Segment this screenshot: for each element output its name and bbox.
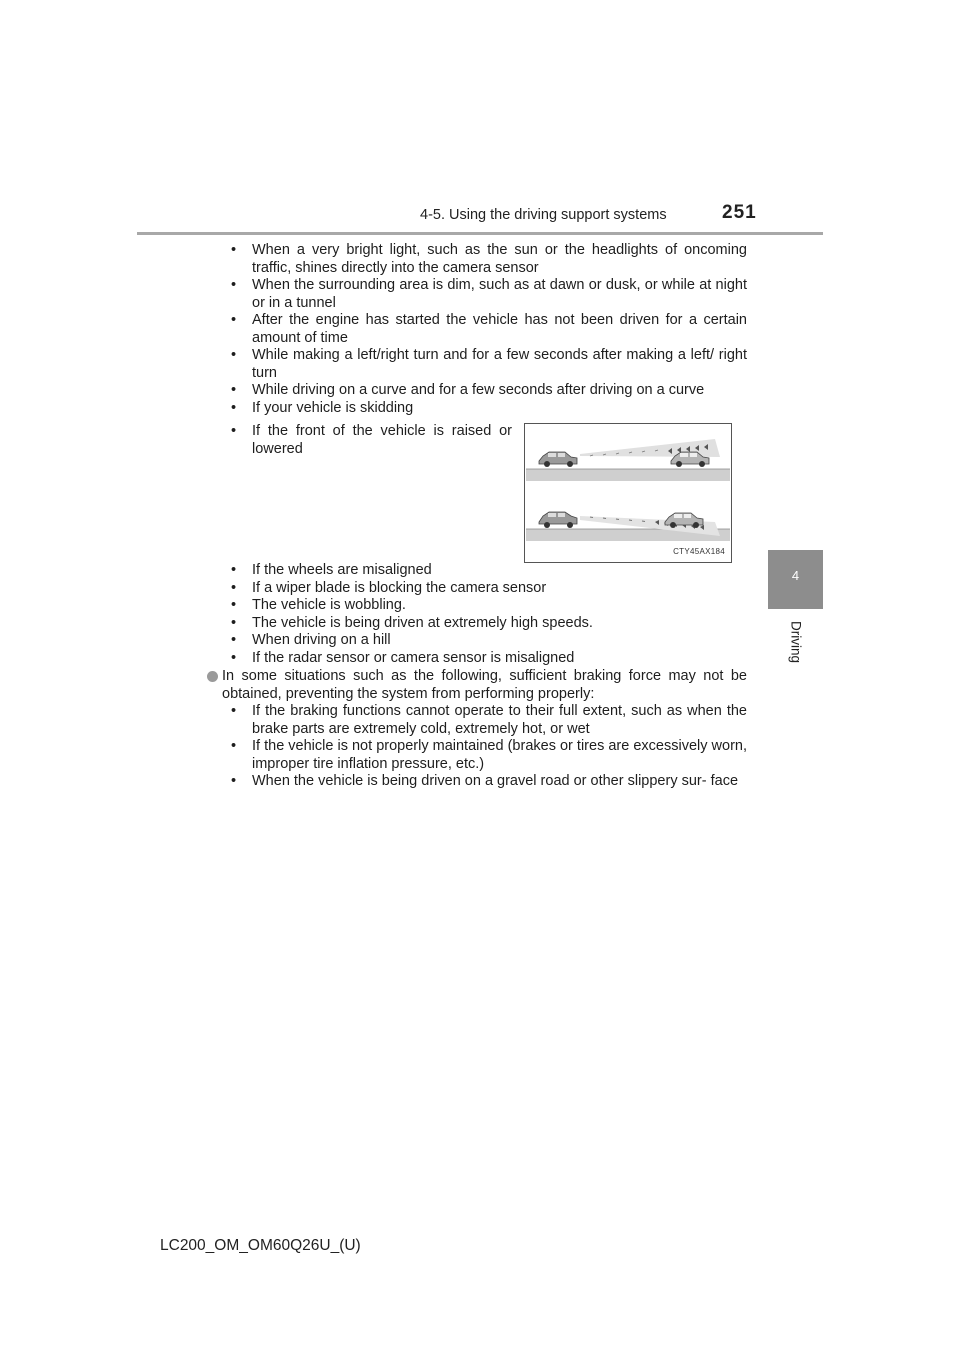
list-item: • If the front of the vehicle is raised or lowered [222, 423, 512, 458]
list-item: • If your vehicle is skidding [222, 400, 747, 418]
paragraph-text: In some situations such as the following, sufficient braking force may not be obtained, preventing the system from performing properly: [222, 668, 747, 702]
list-item: • If the braking functions cannot operate to their full extent, such as when the brake parts are extremely cold, extremely hot, or wet [222, 703, 747, 738]
own-car-icon [539, 452, 577, 467]
list-item: • When the surrounding area is dim, such as at dawn or dusk, or while at night or in a tunnel [222, 277, 747, 312]
document-code: LC200_OM_OM60Q26U_(U) [160, 1237, 361, 1254]
list-item: • The vehicle is being driven at extremely high speeds. [222, 615, 747, 633]
vehicle-illustration-graphic [525, 424, 731, 562]
list-item: • When the vehicle is being driven on a gravel road or other slippery sur- face [222, 773, 747, 791]
chapter-label [768, 612, 823, 672]
section-title: 4-5. Using the driving support systems [420, 207, 667, 223]
circle-bullet-icon [207, 671, 218, 682]
list-item: • When driving on a hill [222, 632, 747, 650]
list-item: • When a very bright light, such as the sun or the headlights of oncoming traffic, shines directly into the camera sensor [222, 242, 747, 277]
list-item: • If the wheels are misaligned [222, 562, 747, 580]
header-divider [137, 232, 823, 235]
figure-code: CTY45AX184 [673, 546, 725, 556]
main-content [222, 242, 747, 791]
condition-list-3 [222, 703, 747, 791]
condition-list-2 [222, 562, 747, 667]
list-item: • After the engine has started the vehicle has not been driven for a certain amount of time [222, 312, 747, 347]
chapter-number: 4 [791, 568, 800, 583]
braking-force-paragraph [207, 668, 747, 703]
figure-row [222, 423, 747, 563]
list-item: • The vehicle is wobbling. [222, 597, 747, 615]
chapter-tab[interactable] [768, 550, 823, 609]
condition-list-1 [222, 242, 747, 417]
vehicle-raised-lowered-illustration [524, 423, 732, 563]
list-item: • While driving on a curve and for a few seconds after driving on a curve [222, 382, 747, 400]
chapter-label-text: Driving [788, 620, 803, 664]
list-item: • If the vehicle is not properly maintained (brakes or tires are excessively worn, improper tire inflation pressure, etc.) [222, 738, 747, 773]
list-item: • If a wiper blade is blocking the camera sensor [222, 580, 747, 598]
list-item: • While making a left/right turn and for a few seconds after making a left/ right turn [222, 347, 747, 382]
figure-caption-list [222, 423, 512, 563]
page-number: 251 [722, 202, 757, 223]
list-item: • If the radar sensor or camera sensor is misaligned [222, 650, 747, 668]
